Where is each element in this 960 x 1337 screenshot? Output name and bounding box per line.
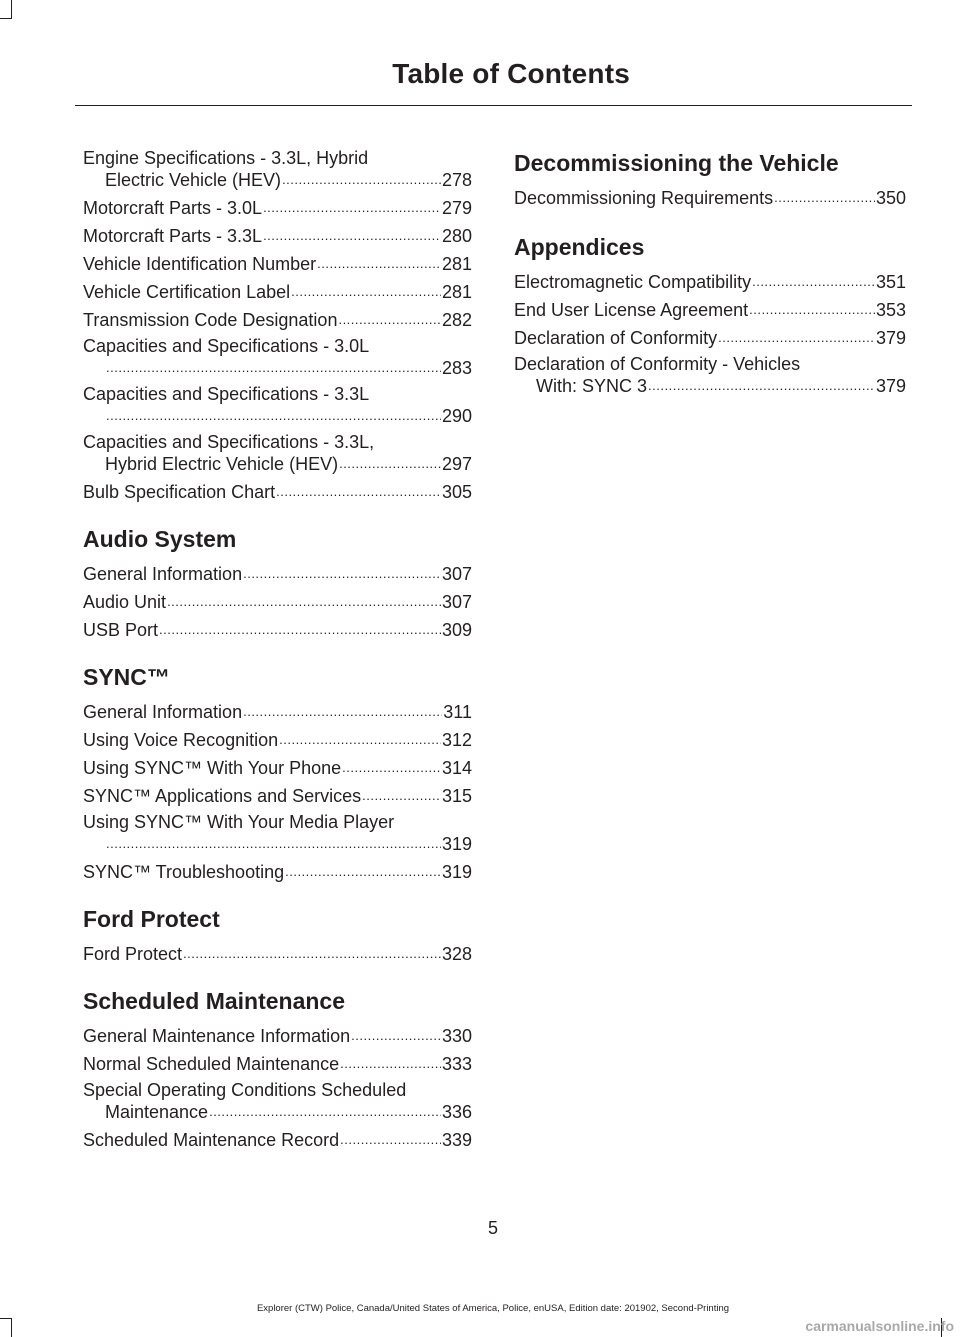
toc-entry-title: Engine Specifications - 3.3L, Hybrid [83,148,369,168]
crop-mark [11,0,12,19]
section-heading: Audio System [83,526,237,552]
toc-entry-title: Transmission Code Designation [83,310,338,330]
toc-entry[interactable] [83,148,472,190]
toc-entry[interactable] [83,728,472,750]
dot-leader [209,1100,441,1122]
crop-mark [0,18,12,19]
dot-leader [106,832,441,854]
toc-entry-page: 319 [441,862,472,882]
toc-entry[interactable] [83,252,472,274]
toc-entry-title: Special Operating Conditions Scheduled [83,1080,407,1100]
toc-entry[interactable] [83,784,472,806]
dot-leader [317,252,441,274]
toc-entry-title: Vehicle Identification Number [83,254,317,274]
toc-entry[interactable] [514,270,906,292]
dot-leader [263,196,441,218]
toc-entry-page: 281 [441,254,472,274]
dot-leader [342,756,441,778]
dot-leader [339,452,441,474]
dot-leader [106,356,441,378]
toc-entry-title: Ford Protect [83,944,183,964]
toc-entry-title: Capacities and Specifications - 3.3L, [83,432,375,452]
toc-entry-page: 278 [441,170,472,190]
dot-leader [774,186,875,208]
toc-entry-page: 305 [441,482,472,502]
toc-entry-title: General Information [83,702,243,722]
toc-entry-title: End User License Agreement [514,300,749,320]
dot-leader [282,168,441,190]
toc-entry-title: Motorcraft Parts - 3.0L [83,198,263,218]
toc-entry-title: Audio Unit [83,592,167,612]
toc-entry-title: Normal Scheduled Maintenance [83,1054,340,1074]
toc-entry[interactable] [83,700,472,722]
toc-entry[interactable] [83,942,472,964]
toc-entry-page: 280 [441,226,472,246]
toc-entry-page: 353 [875,300,906,320]
toc-left-column [83,148,472,1156]
toc-entry-title: SYNC™ Troubleshooting [83,862,285,882]
toc-entry-title-continued: With: SYNC 3 [536,376,648,396]
toc-entry[interactable] [83,562,472,584]
page-number: 5 [487,1218,498,1238]
toc-entry-page: 351 [875,272,906,292]
dot-leader [279,728,441,750]
toc-entry-title: Motorcraft Parts - 3.3L [83,226,263,246]
dot-leader [285,860,441,882]
toc-entry-page: 379 [875,328,906,348]
toc-entry-title: Vehicle Certification Label [83,282,291,302]
dot-leader [648,374,875,396]
toc-entry[interactable] [83,196,472,218]
dot-leader [718,326,875,348]
toc-entry[interactable] [83,812,472,854]
toc-entry-page: 283 [441,358,472,378]
toc-entry-title: USB Port [83,620,159,640]
toc-entry-title: SYNC™ Applications and Services [83,786,362,806]
dot-leader [243,700,442,722]
toc-entry[interactable] [83,1052,472,1074]
toc-entry-page: 290 [441,406,472,426]
toc-entry-page: 311 [443,702,472,722]
section-heading: Decommissioning the Vehicle [514,150,839,176]
toc-entry-title: Capacities and Specifications - 3.3L [83,384,370,404]
toc-entry[interactable] [83,756,472,778]
toc-entry-title: General Information [83,564,243,584]
toc-entry-title: General Maintenance Information [83,1026,351,1046]
crop-mark [0,1318,12,1319]
toc-entry-page: 379 [875,376,906,396]
toc-entry-page: 314 [441,758,472,778]
toc-entry-page: 336 [441,1102,472,1122]
dot-leader [276,480,441,502]
toc-entry-page: 282 [441,310,472,330]
toc-entry-title-continued: Electric Vehicle (HEV) [105,170,282,190]
section-heading: Ford Protect [83,906,220,932]
toc-entry-title: Bulb Specification Chart [83,482,276,502]
toc-entry-title-continued: Maintenance [105,1102,209,1122]
section-heading: Appendices [514,234,645,260]
dot-leader [749,298,875,320]
toc-right-column [514,148,906,402]
toc-entry[interactable] [83,1024,472,1046]
dot-leader [243,562,441,584]
toc-entry-title: Using Voice Recognition [83,730,279,750]
toc-entry-title: Declaration of Conformity - Vehicles [514,354,801,374]
dot-leader [263,224,441,246]
toc-entry-page: 350 [875,188,906,208]
toc-entry[interactable] [83,432,472,474]
toc-entry-page: 297 [441,454,472,474]
toc-entry[interactable] [514,326,906,348]
toc-entry-page: 279 [441,198,472,218]
toc-entry-title: Declaration of Conformity [514,328,718,348]
toc-entry[interactable] [83,336,472,378]
toc-entry-title: Decommissioning Requirements [514,188,774,208]
dot-leader [183,942,441,964]
toc-entry[interactable] [83,384,472,426]
dot-leader [340,1128,441,1150]
toc-entry-title: Electromagnetic Compatibility [514,272,752,292]
toc-entry-page: 328 [441,944,472,964]
toc-entry[interactable] [83,1128,472,1150]
footer-text: Explorer (CTW) Police, Canada/United States of America, Police, enUSA, Edition date: 201902, Second-Printing [256,1303,730,1314]
toc-entry-page: 307 [441,564,472,584]
dot-leader [106,404,441,426]
toc-entry-page: 319 [441,834,472,854]
toc-entry[interactable] [83,224,472,246]
toc-entry-title: Using SYNC™ With Your Media Player [83,812,395,832]
dot-leader [167,590,441,612]
toc-entry-page: 307 [441,592,472,612]
dot-leader [351,1024,441,1046]
toc-entry[interactable] [83,480,472,502]
toc-entry[interactable] [83,590,472,612]
toc-entry[interactable] [514,186,906,208]
toc-entry[interactable] [514,298,906,320]
toc-entry[interactable] [514,354,906,396]
toc-entry-title: Using SYNC™ With Your Phone [83,758,342,778]
toc-entry-page: 339 [441,1130,472,1150]
toc-entry-page: 330 [441,1026,472,1046]
toc-entry-page: 312 [441,730,472,750]
toc-entry-title: Capacities and Specifications - 3.0L [83,336,370,356]
dot-leader [338,308,441,330]
header-rule [75,105,912,106]
toc-entry[interactable] [83,308,472,330]
toc-entry[interactable] [83,280,472,302]
toc-entry[interactable] [83,618,472,640]
toc-entry-page: 309 [441,620,472,640]
section-heading: SYNC™ [83,664,170,690]
toc-entry-title: Scheduled Maintenance Record [83,1130,340,1150]
section-heading: Scheduled Maintenance [83,988,346,1014]
page-title: Table of Contents [392,58,630,89]
dot-leader [340,1052,441,1074]
dot-leader [291,280,441,302]
watermark: carmanualsonline.info [805,1318,954,1334]
toc-entry-page: 315 [441,786,472,806]
dot-leader [362,784,441,806]
dot-leader [159,618,441,640]
toc-entry[interactable] [83,860,472,882]
toc-entry-page: 333 [441,1054,472,1074]
dot-leader [752,270,875,292]
toc-entry-title-continued: Hybrid Electric Vehicle (HEV) [105,454,339,474]
toc-entry-page: 281 [441,282,472,302]
toc-entry[interactable] [83,1080,472,1122]
crop-mark [11,1318,12,1337]
